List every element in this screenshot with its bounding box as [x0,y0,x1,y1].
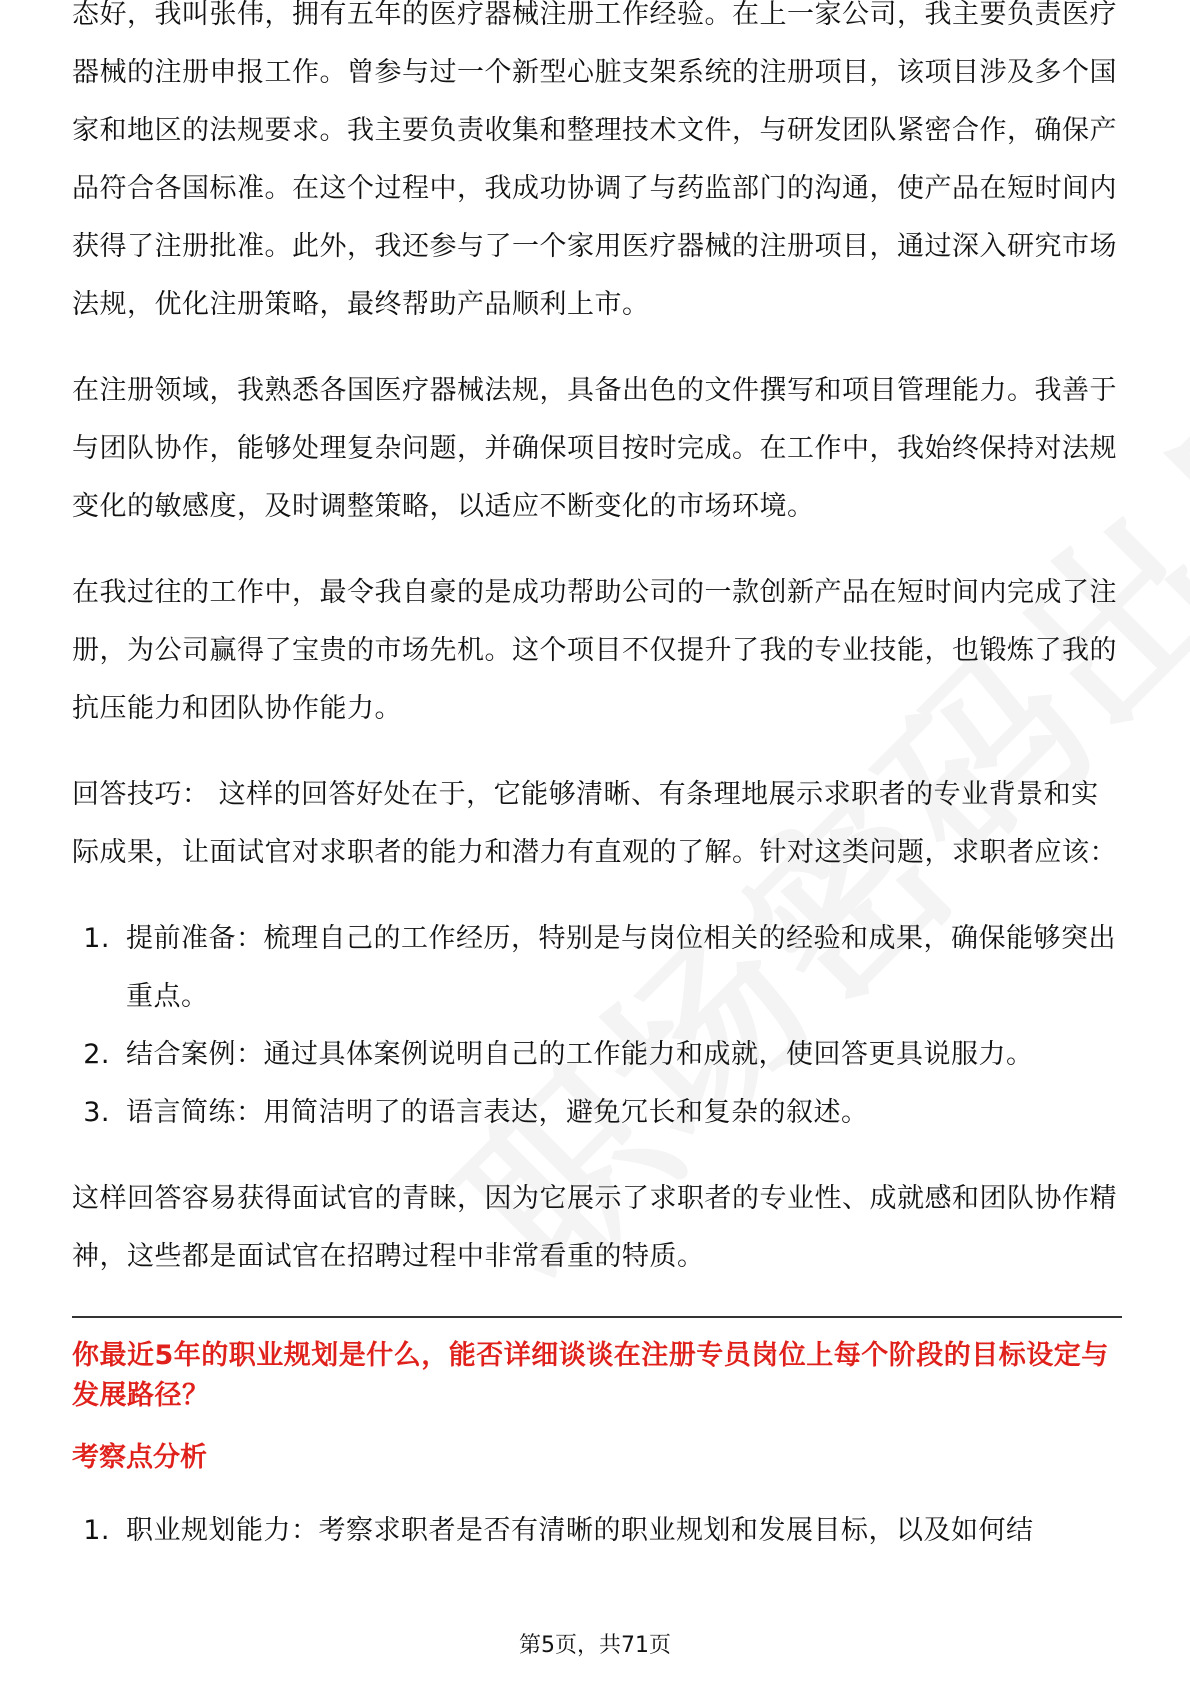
list-text: 结合案例：通过具体案例说明自己的工作能力和成就，使回答更具说服力。 [126,1039,1034,1070]
page-content [72,0,1122,1560]
page-footer: 第5页，共71页 [519,1633,671,1658]
list-number: 1. [83,923,110,954]
list-number: 2. [83,1039,110,1070]
list-item [72,1084,1122,1142]
paragraph-achievement: 在我过往的工作中，最令我自豪的是成功帮助公司的一款创新产品在短时间内完成了注册，为公司赢得了宝贵的市场先机。这个项目不仅提升了我的专业技能，也锻炼了我的抗压能力和团队协作能力。 [72,577,1117,724]
list-text: 提前准备：梳理自己的工作经历，特别是与岗位相关的经验和成果，确保能够突出重点。 [126,923,1116,1012]
list-text: 语言简练：用简洁明了的语言表达，避免冗长和复杂的叙述。 [126,1097,869,1128]
list-text: 职业规划能力：考察求职者是否有清晰的职业规划和发展目标，以及如何结 [126,1515,1034,1546]
list-number: 1. [83,1515,110,1546]
paragraph-skills: 在注册领域，我熟悉各国医疗器械法规，具备出色的文件撰写和项目管理能力。我善于与团队协作，能够处理复杂问题，并确保项目按时完成。在工作中，我始终保持对法规变化的敏感度，及时调整策略，以适应不断变化的市场环境。 [72,375,1117,522]
list-item [72,1026,1122,1084]
list-item [72,910,1122,1026]
section-divider [72,1316,1122,1318]
tips-list [72,910,1122,1142]
paragraph-answer-tips: 回答技巧： 这样的回答好处在于，它能够清晰、有条理地展示求职者的专业背景和实际成果，让面试官对求职者的能力和潜力有直观的了解。针对这类问题，求职者应该： [72,779,1117,868]
analysis-subheading: 考察点分析 [72,1442,207,1473]
paragraph-closing: 这样回答容易获得面试官的青睐，因为它展示了求职者的专业性、成就感和团队协作精神，这些都是面试官在招聘过程中非常看重的特质。 [72,1183,1117,1272]
question-heading: 你最近5年的职业规划是什么，能否详细谈谈在注册专员岗位上每个阶段的目标设定与发展路径？ [72,1340,1109,1411]
paragraph-experience: 态好，我叫张伟，拥有五年的医疗器械注册工作经验。在上一家公司，我主要负责医疗器械的注册申报工作。曾参与过一个新型心脏支架系统的注册项目，该项目涉及多个国家和地区的法规要求。我主要负责收集和整理技术文件，与研发团队紧密合作，确保产品符合各国标准。在这个过程中，我成功协调了与药监部门的沟通，使产品在短时间内获得了注册批准。此外，我还参与了一个家用医疗器械的注册项目，通过深入研究市场法规，优化注册策略，最终帮助产品顺利上市。 [72,0,1117,320]
list-item [72,1502,1122,1560]
list-number: 3. [83,1097,110,1128]
